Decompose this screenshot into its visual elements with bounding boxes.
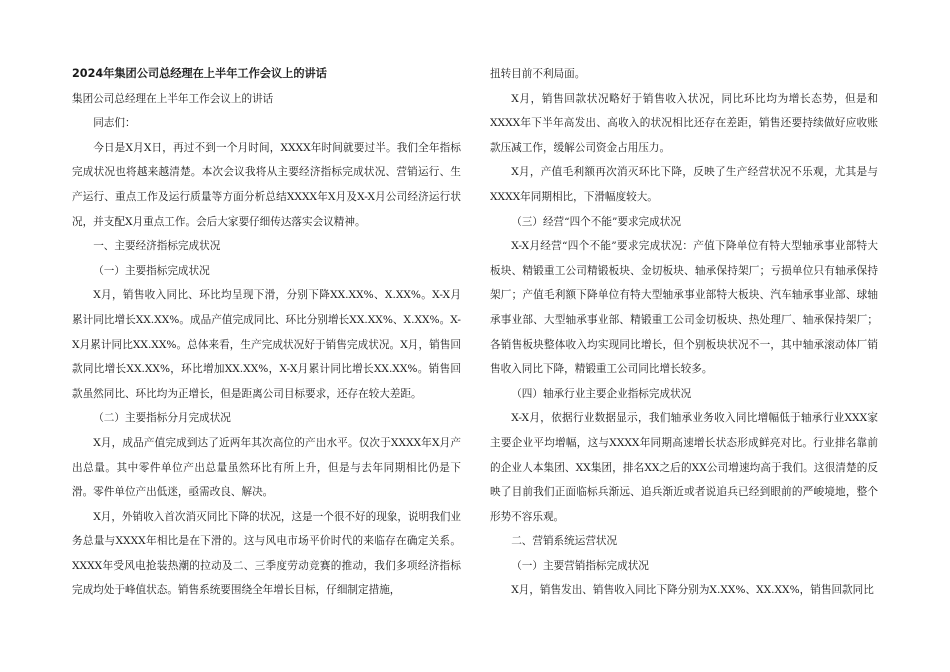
body-paragraph: X月，成品产值完成到达了近两年其次高位的产出水平。仅次于XXXX年X月产出总量。其中零件单位产出总量虽然环比有所上升，但是与去年同期相比仍是下滑。零件单位产出低迷，亟需改良、解决。 bbox=[72, 436, 461, 499]
body-paragraph: 今日是X月X日，再过不到一个月时间，XXXX年时间就要过半。我们全年指标完成状况也将越来越清楚。本次会议我将从主要经济指标完成状况、营销运行、生产运行、重点工作及运行质量等方面分析总结XXXX年X月及X-X月公司经济运行状况，并支配X月重点工作。会后大家要仔细传达落实会议精神。 bbox=[72, 141, 461, 228]
right-column bbox=[490, 62, 878, 603]
subsection-heading: （三）经营“四个不能”要求完成状况 bbox=[511, 215, 681, 228]
body-paragraph: X-X月，依据行业数据显示，我们轴承业务收入同比增幅低于轴承行业XXX家主要企业平均增幅，这与XXXX年同期高速增长状态形成鲜亮对比。行业排名靠前的企业人本集团、XX集团，排名XX之后的XX公司增速均高于我们。这很清楚的反映了目前我们正面临标兵渐远、追兵渐近或者说追兵已经到眼前的严峻境地，整个形势不容乐观。 bbox=[490, 412, 878, 523]
subsection-heading: （一）主要指标完成状况 bbox=[93, 264, 210, 277]
body-paragraph: X月，外销收入首次消灭同比下降的状况，这是一个很不好的现象，说明我们业务总量与XXXX年相比是在下滑的。这与风电市场平价时代的来临存在确定关系。XXXX年受风电抢装热潮的拉动及二、三季度劳动竞赛的推动，我们多项经济指标完成均处于峰值状态。销售系统要围绕全年增长目标，仔细制定措施， bbox=[72, 510, 461, 597]
body-paragraph: X月，销售收入同比、环比均呈现下滑，分别下降XX.XX%、X.XX%。X-X月累计同比增长XX.XX%。成品产值完成同比、环比分别增长XX.XX%、X.XX%。X-X月累计同比XX.XX%。总体来看，生产完成状况好于销售完成状况。X月，销售回款同比增长XX.XX%，环比增加XX.XX%，X-X月累计同比增长XX.XX%。销售回款虽然同比、环比均为正增长，但是距离公司目标要求，还存在较大差距。 bbox=[72, 289, 461, 400]
subsection-heading: （一）主要营销指标完成状况 bbox=[511, 559, 649, 572]
body-paragraph: X月，销售回款状况略好于销售收入状况，同比环比均为增长态势，但是和XXXX年下半年高发出、高收入的状况相比还存在差距，销售还要持续做好应收账款压减工作，缓解公司资金占用压力。 bbox=[490, 92, 878, 154]
body-paragraph: X月，产值毛利额再次消灭环比下降，反映了生产经营状况不乐观，尤其是与XXXX年同期相比，下滑幅度较大。 bbox=[490, 166, 878, 203]
subsection-heading: （四）轴承行业主要企业指标完成状况 bbox=[511, 387, 692, 400]
left-column bbox=[72, 62, 461, 603]
section-heading: 二、营销系统运营状况 bbox=[511, 535, 618, 548]
subsection-heading: （二）主要指标分月完成状况 bbox=[93, 412, 231, 425]
document-title: 2024年集团公司总经理在上半年工作会议上的讲话 bbox=[72, 67, 327, 80]
body-paragraph-continued: 扭转目前不利局面。 bbox=[490, 68, 586, 80]
body-paragraph: X月，销售发出、销售收入同比下降分别为X.XX%、XX.XX%，销售回款同比 bbox=[511, 584, 874, 597]
document-subtitle: 集团公司总经理在上半年工作会议上的讲话 bbox=[72, 92, 274, 105]
body-paragraph: X-X月经营“四个不能”要求完成状况：产值下降单位有特大型轴承事业部特大板块、精锻重工公司精锻板块、金切板块、轴承保持架厂；亏损单位只有轴承保持架厂；产值毛利额下降单位有特大型轴承事业部特大板块、汽车轴承事业部、球轴承事业部、大型轴承事业部、精锻重工公司金切板块、热处理厂、轴承保持架厂；各销售板块整体收入均实现同比增长，但个别板块状况不一，其中轴承滚动体厂销售收入同比下降，精锻重工公司同比增长较多。 bbox=[490, 240, 878, 376]
section-heading: 一、主要经济指标完成状况 bbox=[93, 240, 221, 253]
salutation: 同志们： bbox=[93, 117, 136, 130]
